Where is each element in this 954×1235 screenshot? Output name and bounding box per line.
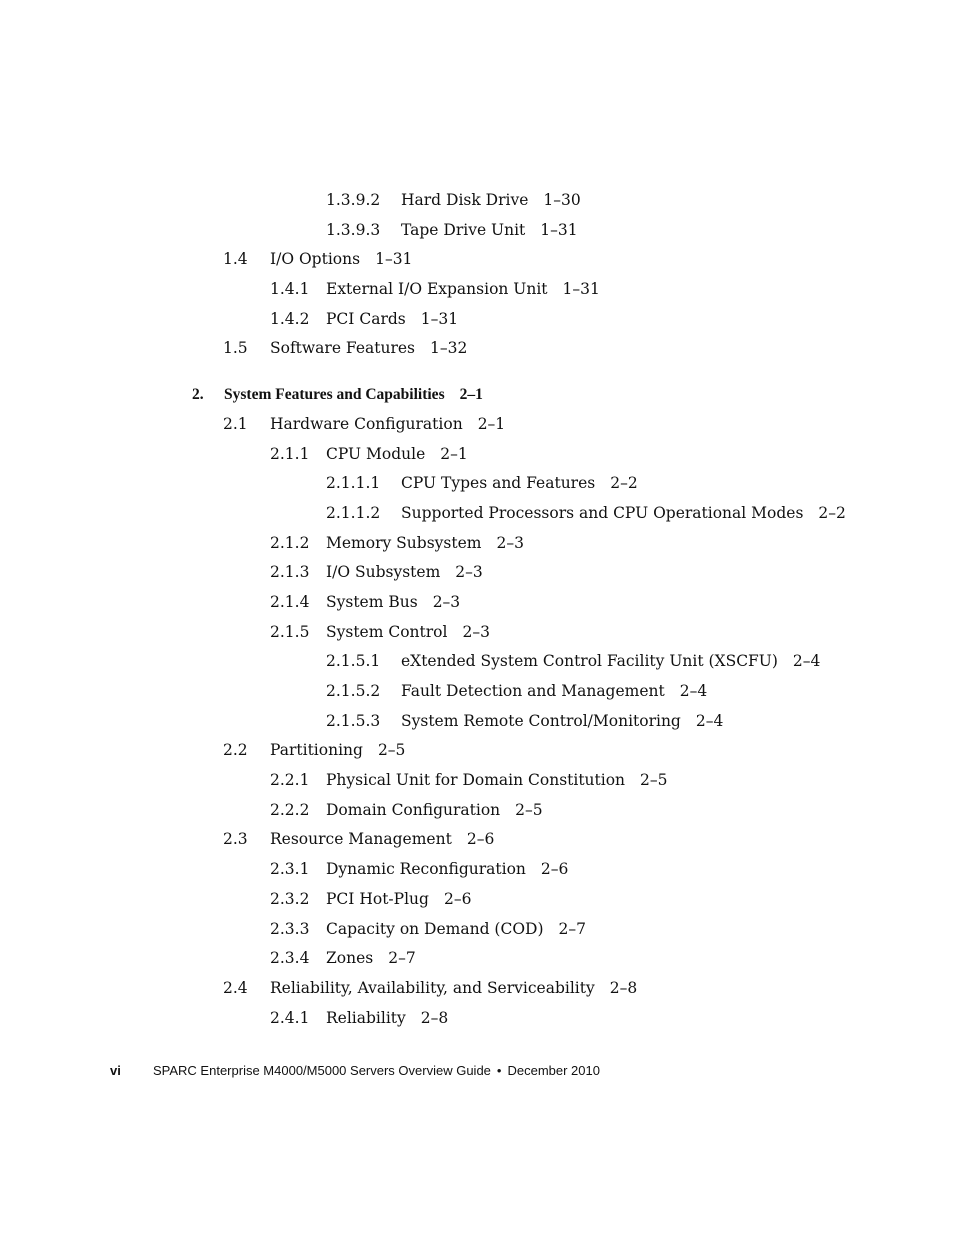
toc-entry[interactable] [0,680,954,710]
toc-page-reference: 1–31 [375,250,413,269]
toc-page-reference: 1–30 [543,191,581,209]
toc-section-number: 2.1.5.2 [326,682,381,700]
toc-section-title: I/O Options [270,250,361,269]
toc-section-number: 2.1.1 [270,444,310,463]
toc-entry-text [326,534,524,553]
toc-section-number: 2.4.1 [270,1008,310,1027]
footer-page-number: vi [110,1063,121,1078]
toc-entry-text [326,280,600,299]
toc-section-number: 2.1.4 [270,592,310,611]
toc-entry-text [326,949,416,968]
toc-section-number: 2.1.1.2 [326,503,381,522]
toc-entry[interactable] [0,828,954,858]
toc-section-title: PCI Cards [326,309,406,328]
toc-entry-text [401,504,846,523]
toc-entry-text [270,339,467,358]
toc-section-number: 2.4 [223,978,248,997]
toc-entry[interactable] [0,888,954,918]
toc-section-number: 1.5 [223,339,248,358]
toc-entry[interactable] [0,799,954,829]
toc-chapter-entry[interactable] [0,383,954,413]
toc-entry[interactable] [0,248,954,278]
toc-section-number: 2.3.2 [270,889,310,908]
toc-entry[interactable] [0,278,954,308]
toc-section-title: I/O Subsystem [326,563,441,582]
toc-entry-text [326,771,668,790]
toc-page-reference: 2–8 [609,978,638,997]
toc-entry[interactable] [0,472,954,502]
toc-section-title: Hardware Configuration [270,414,463,433]
toc-section-title: Partitioning [270,741,363,760]
toc-section-title: Memory Subsystem [326,533,482,552]
toc-section-title: System Control [326,622,448,641]
toc-page-reference: 2–2 [610,474,638,493]
toc-section-title: Reliability [326,1008,406,1027]
toc-page-reference: 2–5 [515,800,543,819]
toc-section-number: 2.1.1.1 [326,474,381,493]
toc-entry[interactable] [0,947,954,977]
toc-entry-text [326,1009,448,1028]
toc-section-number: 2.2.1 [270,771,310,790]
toc-page-reference: 2–6 [466,830,495,849]
toc-entry[interactable] [0,650,954,680]
toc-page-reference: 1–31 [540,220,578,239]
toc-entry[interactable] [0,621,954,651]
toc-page-reference: 2–4 [695,711,724,730]
toc-page-reference: 2–6 [443,889,472,908]
toc-entry[interactable] [0,337,954,367]
toc-page-reference: 2–4 [679,682,708,700]
toc-page-reference: 2–1 [459,386,483,404]
toc-section-number: 1.4 [223,250,248,269]
toc-section-title: eXtended System Control Facility Unit (XSCFU) [401,652,778,671]
toc-page-reference: 2–4 [792,652,821,671]
toc-entry-text [270,979,637,998]
toc-entry-text [401,712,723,731]
toc-section-title: PCI Hot-Plug [326,889,429,908]
toc-section-title: Reliability, Availability, and Serviceability [270,978,595,997]
toc-entry-text [270,830,494,849]
toc-page-reference: 2–3 [462,622,490,641]
toc-entry-text [326,445,468,464]
toc-entry[interactable] [0,769,954,799]
toc-section-number: 1.4.1 [270,280,310,299]
toc-entry[interactable] [0,443,954,473]
toc-entry[interactable] [0,918,954,948]
toc-entry[interactable] [0,413,954,443]
table-of-contents [0,189,954,1036]
toc-entry-text [326,310,458,329]
toc-page-reference: 2–3 [496,533,524,552]
toc-section-number: 1.4.2 [270,309,310,328]
toc-section-title: External I/O Expansion Unit [326,280,548,299]
toc-entry[interactable] [0,189,954,219]
toc-entry-text [224,385,483,404]
toc-entry-text [326,920,586,939]
toc-entry-text [401,221,578,240]
toc-page-reference: 2–5 [640,771,668,790]
toc-section-title: Resource Management [270,830,452,849]
toc-page-reference: 2–5 [377,741,406,760]
toc-entry[interactable] [0,219,954,249]
toc-section-title: System Bus [326,592,418,611]
toc-section-number: 2.3.1 [270,860,310,879]
toc-page-reference: 2–1 [477,414,506,433]
toc-entry[interactable] [0,561,954,591]
toc-section-number: 2.3.4 [270,949,310,968]
toc-section-number: 2.2 [223,741,248,760]
toc-entry-text [326,801,543,820]
toc-section-title: System Remote Control/Monitoring [401,711,681,730]
toc-entry-text [326,623,490,642]
toc-section-title: CPU Types and Features [401,474,596,493]
toc-entry-text [326,860,568,879]
toc-section-number: 2.1.5 [270,622,310,641]
toc-page-reference: 2–1 [440,444,468,463]
toc-section-title: Domain Configuration [326,800,501,819]
toc-section-number: 2.2.2 [270,800,310,819]
toc-section-number: 2.1.5.3 [326,711,381,730]
toc-page-reference: 2–8 [420,1008,449,1027]
toc-entry-text [270,415,505,434]
footer-book-title: SPARC Enterprise M4000/M5000 Servers Overview Guide [153,1063,491,1078]
toc-page-reference: 1–31 [420,309,459,328]
page-footer [110,1063,600,1078]
toc-page-reference: 2–2 [818,503,846,522]
toc-section-title: Capacity on Demand (COD) [326,919,544,938]
toc-section-title: Physical Unit for Domain Constitution [326,771,626,790]
toc-page-reference: 2–3 [432,592,461,611]
toc-entry-text [401,652,820,671]
toc-entry[interactable] [0,710,954,740]
toc-entry[interactable] [0,308,954,338]
toc-entry-text [401,191,581,210]
footer-date: December 2010 [507,1063,600,1078]
toc-section-number: 2.1.5.1 [326,652,381,671]
toc-entry-text [401,474,638,493]
toc-page-reference: 2–6 [540,860,569,879]
toc-page-reference: 2–3 [455,563,483,582]
toc-entry[interactable] [0,1007,954,1037]
toc-section-number: 2.1.2 [270,533,310,552]
toc-section-title: Supported Processors and CPU Operational Modes [401,503,804,522]
toc-section-number: 2.1 [223,414,248,433]
toc-page-reference: 1–32 [430,339,468,358]
toc-entry-text [326,890,471,909]
toc-section-number: 2.1.3 [270,563,310,582]
toc-entry[interactable] [0,591,954,621]
toc-section-number: 2. [192,386,204,404]
toc-entry[interactable] [0,739,954,769]
toc-page-reference: 2–7 [558,919,586,938]
toc-section-title: Hard Disk Drive [401,191,529,209]
toc-section-number: 1.3.9.3 [326,220,381,239]
toc-section-title: Tape Drive Unit [401,220,526,239]
toc-entry-text [270,741,405,760]
toc-entry-text [326,563,483,582]
toc-entry-text [270,250,412,269]
footer-separator: • [496,1063,502,1078]
toc-entry-text [326,593,460,612]
toc-entry[interactable] [0,858,954,888]
toc-entry[interactable] [0,532,954,562]
toc-section-title: Zones [326,949,374,968]
toc-entry-text [401,682,707,701]
toc-section-title: CPU Module [326,444,426,463]
toc-section-title: Dynamic Reconfiguration [326,860,526,879]
toc-page-reference: 1–31 [562,280,600,299]
toc-page-reference: 2–7 [388,949,416,968]
toc-section-number: 2.3.3 [270,919,310,938]
toc-entry[interactable] [0,502,954,532]
toc-entry[interactable] [0,977,954,1007]
toc-section-title: Fault Detection and Management [401,682,665,700]
toc-section-title: Software Features [270,339,416,358]
toc-section-title: System Features and Capabilities [224,386,445,404]
toc-section-number: 1.3.9.2 [326,191,381,209]
toc-section-number: 2.3 [223,830,248,849]
